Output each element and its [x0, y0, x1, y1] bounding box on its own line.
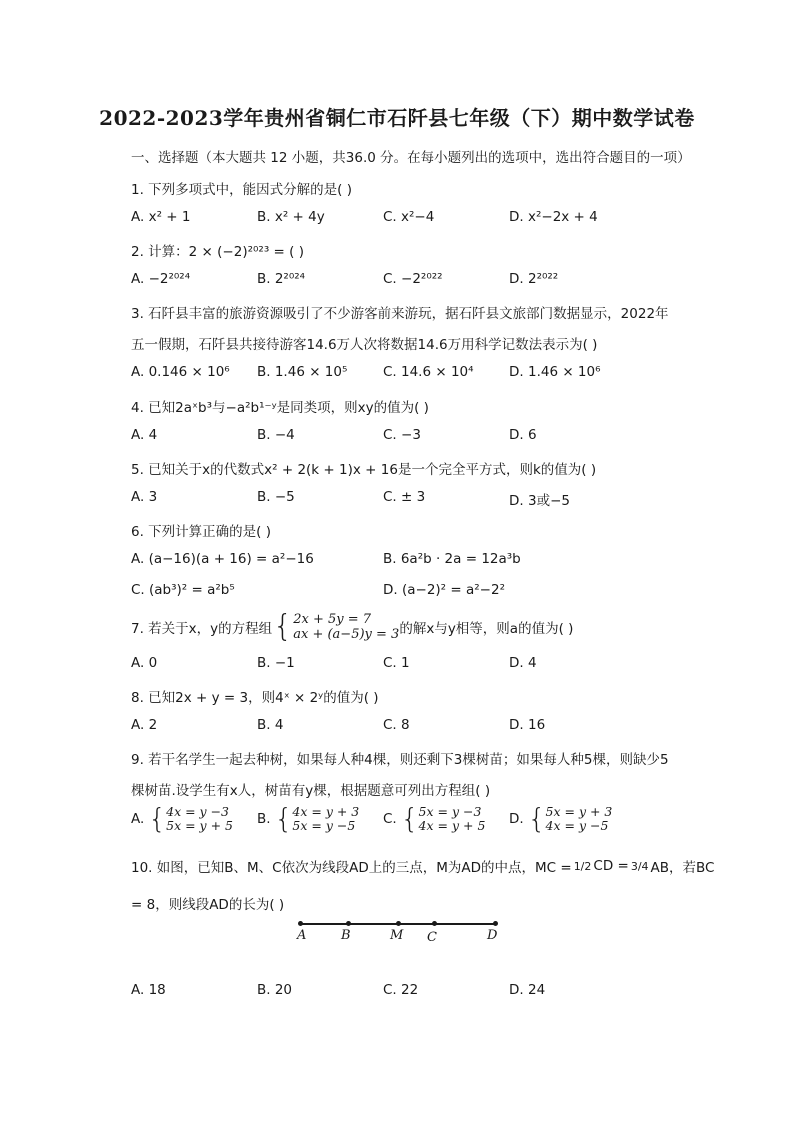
question-9-option-b: B. { 4x = y + 3 5x = y −5 — [257, 802, 360, 835]
brace-icon: { — [400, 802, 419, 835]
question-5-option-a: A. 3 — [131, 489, 158, 505]
point-m-label: M — [390, 928, 404, 943]
question-4-option-d: D. 6 — [509, 427, 537, 443]
question-8-option-c: C. 8 — [383, 717, 410, 733]
question-10-stem-line-2: = 8，则线段AD的长为( ) — [131, 897, 285, 913]
question-1-option-b: B. x² + 4y — [257, 209, 325, 225]
question-1-option-a: A. x² + 1 — [131, 209, 191, 225]
question-7-system-bottom: ax + (a−5)y = 3 — [293, 627, 400, 642]
question-1-stem: 1. 下列多项式中，能因式分解的是( ) — [131, 182, 352, 198]
question-6-option-d: D. (a−2)² = a²−2² — [383, 582, 505, 598]
question-6-option-a: A. (a−16)(a + 16) = a²−16 — [131, 551, 314, 567]
point-a-label: A — [297, 928, 307, 943]
question-7-option-c: C. 1 — [383, 655, 410, 671]
question-7-stem-post: 的解x与y相等，则a的值为( ) — [399, 621, 574, 637]
brace-icon: { — [274, 802, 293, 835]
brace-icon: { — [273, 609, 293, 644]
question-5-option-b: B. −5 — [257, 489, 295, 505]
question-3-option-d: D. 1.46 × 10⁶ — [509, 364, 601, 380]
question-2-option-a: A. −2²⁰²⁴ — [131, 271, 191, 287]
point-b-label: B — [341, 928, 351, 943]
point-c-label: C — [427, 930, 437, 945]
fraction-one-half: 1/2 — [573, 859, 592, 873]
question-5-option-d: D. 3或−5 — [509, 493, 570, 509]
section-heading: 一、选择题（本大题共 12 小题，共36.0 分。在每小题列出的选项中，选出符合题目的一项） — [131, 150, 691, 166]
question-10-option-d: D. 24 — [509, 982, 546, 998]
question-2-option-d: D. 2²⁰²² — [509, 271, 559, 287]
question-10-option-b: B. 20 — [257, 982, 293, 998]
point-a-dot — [298, 921, 303, 926]
point-d-label: D — [487, 928, 498, 943]
question-6-option-b: B. 6a²b · 2a = 12a³b — [383, 551, 521, 567]
point-c-dot — [432, 921, 437, 926]
brace-icon: { — [148, 802, 167, 835]
question-10-option-c: C. 22 — [383, 982, 419, 998]
question-4-stem: 4. 已知2aˣb³与−a²b¹⁻ʸ是同类项，则xy的值为( ) — [131, 400, 429, 416]
question-7-option-a: A. 0 — [131, 655, 158, 671]
question-1-option-c: C. x²−4 — [383, 209, 435, 225]
question-2-stem: 2. 计算：2 × (−2)²⁰²³ = ( ) — [131, 244, 304, 260]
fraction-three-quarters: 3/4 — [630, 859, 649, 873]
question-1-option-d: D. x²−2x + 4 — [509, 209, 598, 225]
question-3-option-b: B. 1.46 × 10⁵ — [257, 364, 348, 380]
question-9-option-a: A. { 4x = y −3 5x = y + 5 — [131, 802, 233, 835]
question-7-stem — [131, 609, 574, 644]
question-9-stem-line-2: 棵树苗.设学生有x人，树苗有y棵，根据题意可列出方程组( ) — [131, 783, 491, 799]
question-3-option-a: A. 0.146 × 10⁶ — [131, 364, 230, 380]
question-2-option-c: C. −2²⁰²² — [383, 271, 443, 287]
question-10-option-a: A. 18 — [131, 982, 166, 998]
question-3-option-c: C. 14.6 × 10⁴ — [383, 364, 474, 380]
point-m-dot — [396, 921, 401, 926]
question-8-option-d: D. 16 — [509, 717, 546, 733]
question-8-option-b: B. 4 — [257, 717, 284, 733]
question-10-stem-line-1: 10. 如图，已知B、M、C依次为线段AD上的三点，M为AD的中点，MC = 1/2 CD = 3/4 AB，若BC — [131, 858, 715, 876]
page-title: 2022-2023学年贵州省铜仁市石阡县七年级（下）期中数学试卷 — [99, 106, 695, 130]
question-5-option-c: C. ± 3 — [383, 489, 426, 505]
question-3-stem-line-1: 3. 石阡县丰富的旅游资源吸引了不少游客前来游玩，据石阡县文旅部门数据显示，2022年 — [131, 306, 669, 322]
question-5-stem: 5. 已知关于x的代数式x² + 2(k + 1)x + 16是一个完全平方式，则k的值为( ) — [131, 462, 597, 478]
question-8-option-a: A. 2 — [131, 717, 158, 733]
question-4-option-a: A. 4 — [131, 427, 158, 443]
segment-diagram — [297, 918, 500, 945]
point-d-dot — [493, 921, 498, 926]
question-7-option-d: D. 4 — [509, 655, 537, 671]
question-6-option-c: C. (ab³)² = a²b⁵ — [131, 582, 235, 598]
question-7-system — [293, 612, 399, 642]
question-3-stem-line-2: 五一假期，石阡县共接待游客14.6万人次将数据14.6万用科学记数法表示为( ) — [131, 337, 598, 353]
question-4-option-c: C. −3 — [383, 427, 421, 443]
question-7-system-top: 2x + 5y = 7 — [293, 612, 372, 627]
point-b-dot — [346, 921, 351, 926]
brace-icon: { — [527, 802, 546, 835]
question-9-option-d: D. { 5x = y + 3 4x = y −5 — [509, 802, 613, 835]
question-9-option-c: C. { 5x = y −3 4x = y + 5 — [383, 802, 486, 835]
question-4-option-b: B. −4 — [257, 427, 295, 443]
question-6-stem: 6. 下列计算正确的是( ) — [131, 524, 271, 540]
question-7-option-b: B. −1 — [257, 655, 295, 671]
question-8-stem: 8. 已知2x + y = 3，则4ˣ × 2ʸ的值为( ) — [131, 690, 379, 706]
question-7-stem-pre: 7. 若关于x，y的方程组 — [131, 621, 273, 637]
question-9-stem-line-1: 9. 若干名学生一起去种树，如果每人种4棵，则还剩下3棵树苗；如果每人种5棵，则缺少5 — [131, 752, 669, 768]
question-2-option-b: B. 2²⁰²⁴ — [257, 271, 306, 287]
